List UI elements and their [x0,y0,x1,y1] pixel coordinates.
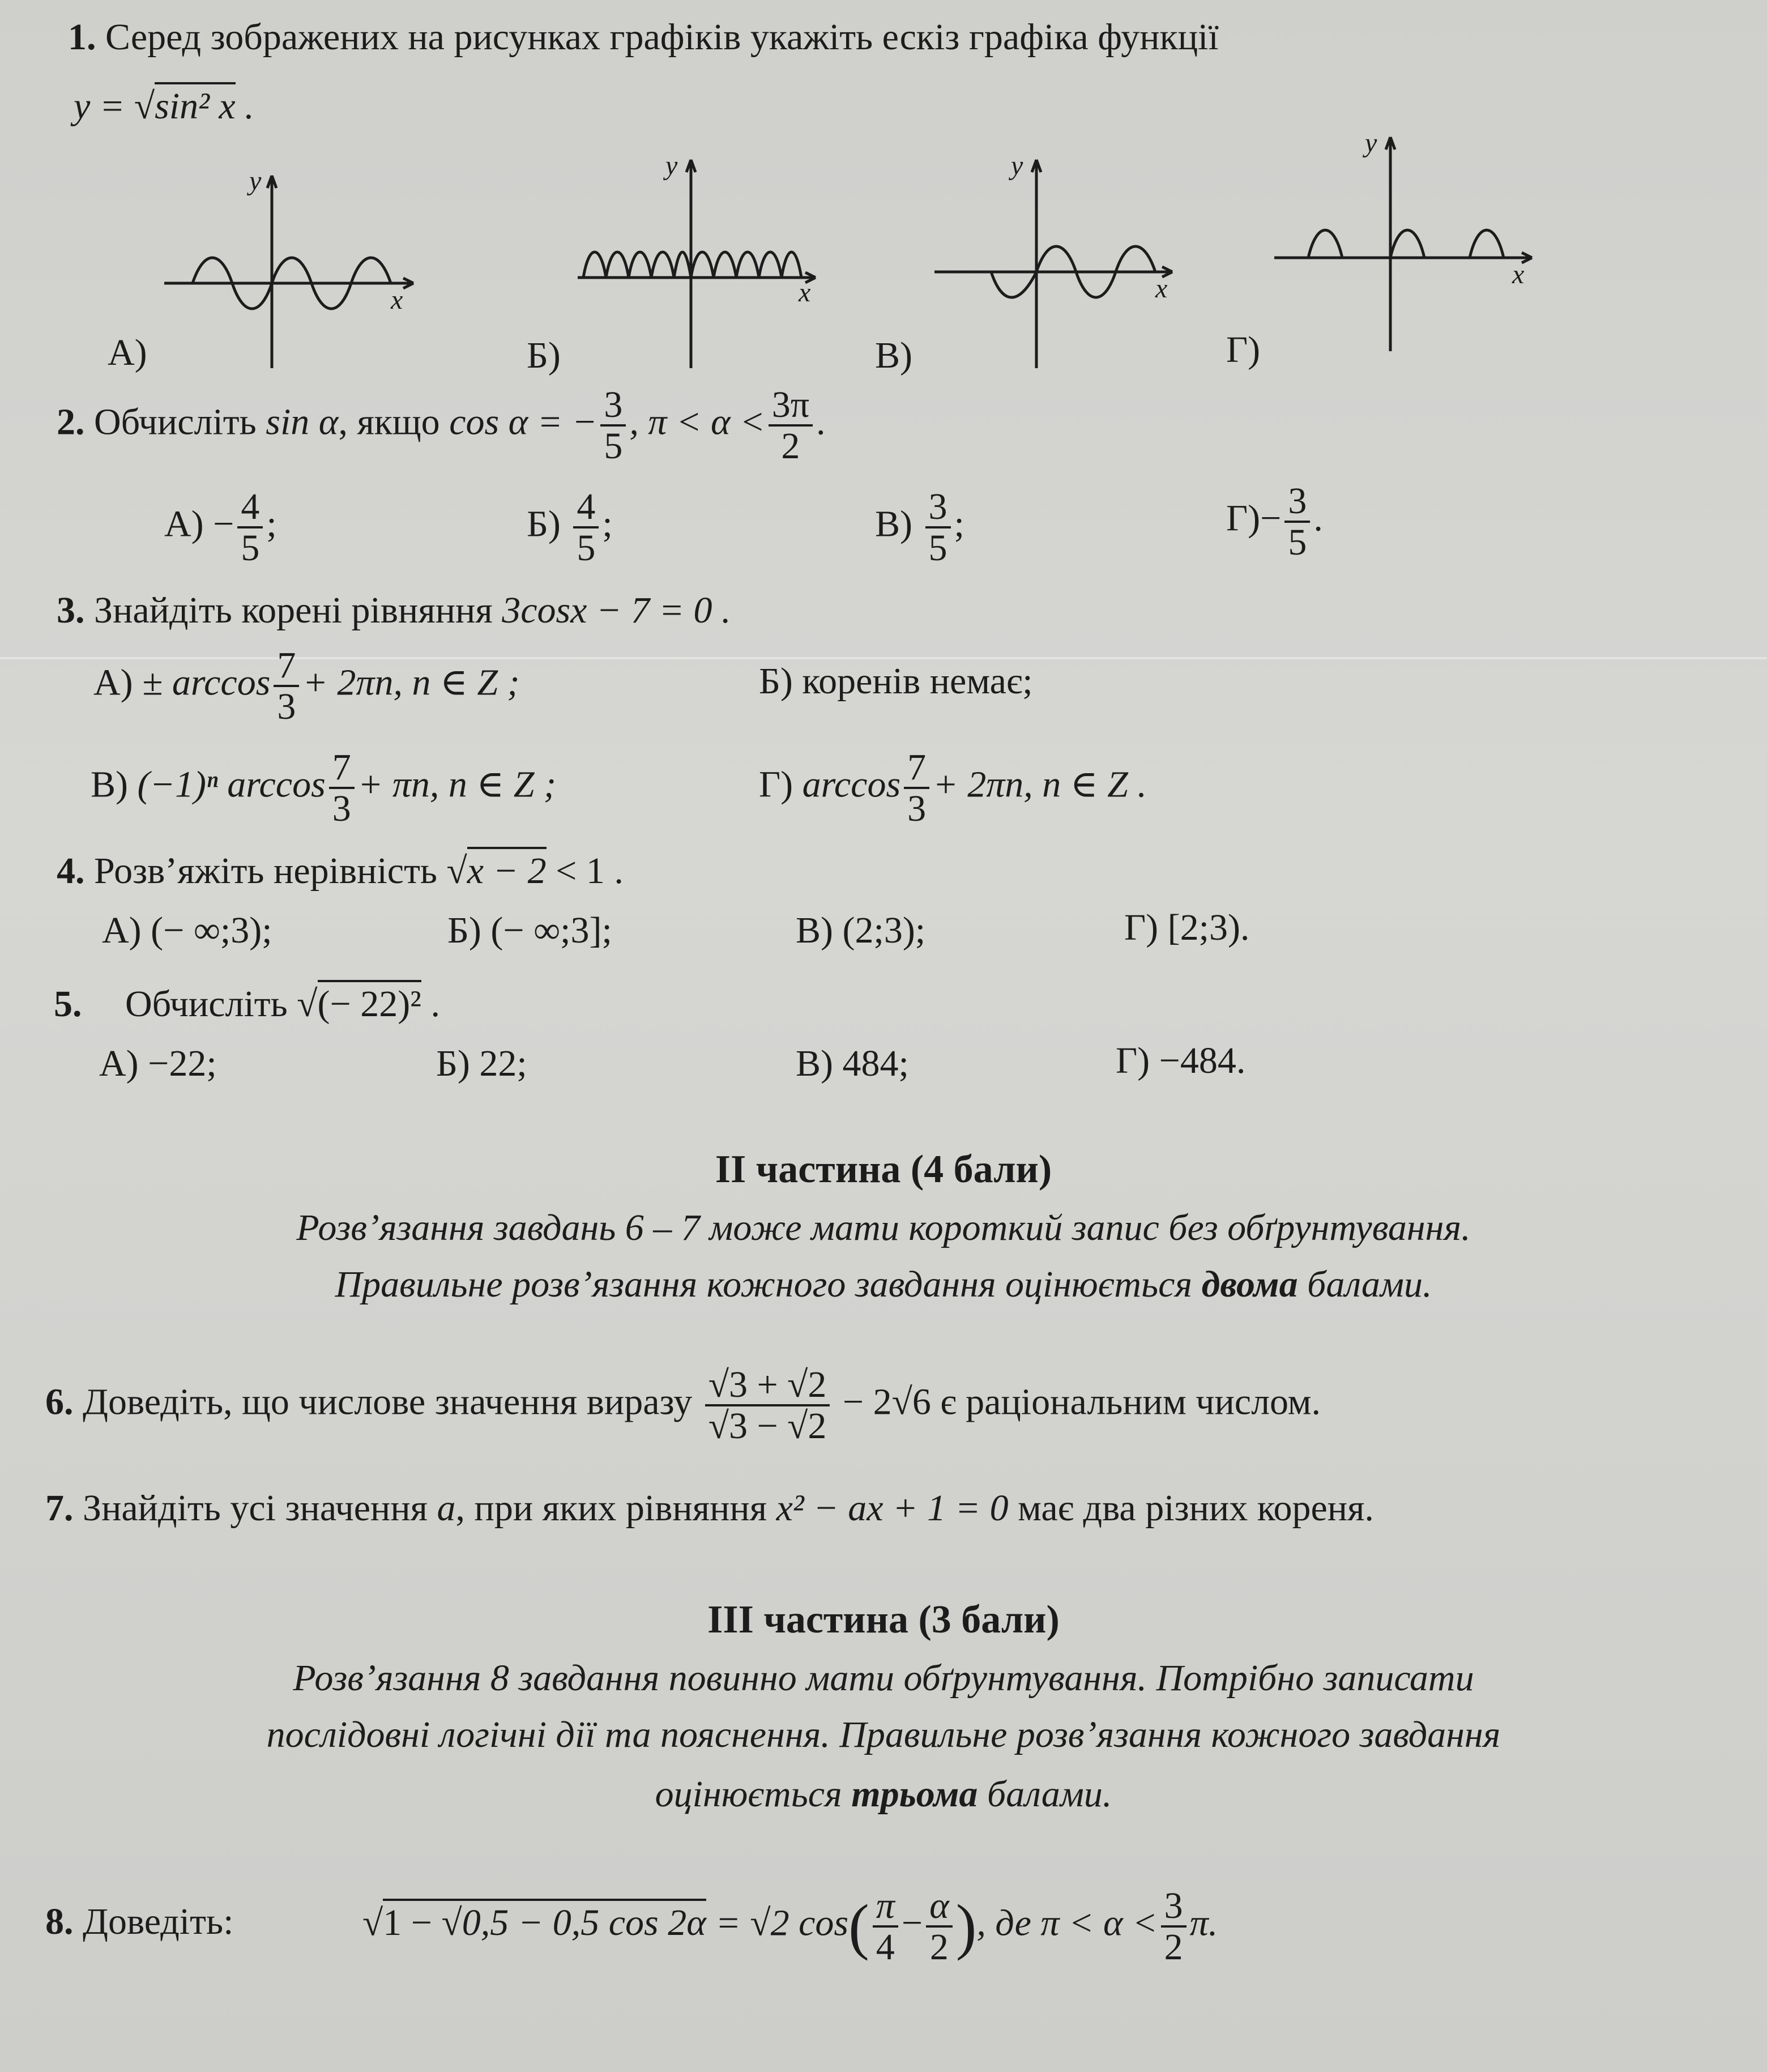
graph-d-y-label: y [1365,128,1377,158]
q3-option-c[interactable]: В) (−1)ⁿ arccos $\frac{7}{3}$ + πn, n ∈ Z ; [91,747,556,830]
q2-cond-end: . [816,401,826,443]
q5-radicand: (− 22)² [318,980,421,1025]
part-2-title: ІІ частина (4 бали) [715,1148,1052,1191]
graph-c-x-label: x [1155,274,1168,304]
q3-option-d[interactable]: Г) arccos $\frac{7}{3}$ + 2πn, n ∈ Z . [759,747,1147,830]
q5-end: . [421,983,440,1025]
q6-end: є раціональним числом. [940,1381,1321,1423]
q7-equation: x² − ax + 1 = 0 [776,1487,1009,1529]
q5-text: Обчисліть [125,983,297,1025]
q6-number: 6. [45,1381,74,1423]
part-2-line-2: Правильне розв’язання кожного завдання оцінюється двома балами. [335,1264,1432,1305]
question-8 [45,1900,233,1943]
q6-text: Доведіть, що числове значення виразу [83,1381,702,1423]
q1-text: Серед зображених на рисунках графіків укажіть ескіз графіка функції [105,16,1219,58]
q4-option-b[interactable]: Б) (− ∞;3]; [447,910,612,951]
graph-d-bump-3 [1470,230,1504,258]
graph-a-x-label: x [391,285,403,315]
graph-a [164,164,425,368]
q4-option-c[interactable]: В) (2;3); [796,910,926,951]
graph-c [934,153,1184,368]
question-5: 5. Обчисліть √(− 22)² . [54,983,440,1026]
q5-option-c[interactable]: В) 484; [796,1043,909,1084]
part-2-line-1: Розв’язання завдань 6 – 7 може мати короткий запис без обґрунтування. [296,1207,1471,1248]
q4-number: 4. [57,850,85,892]
question-3 [57,589,731,632]
q7-text-c: має два різних кореня. [1008,1487,1374,1529]
q6-mid: − 2√6 [833,1381,941,1423]
q3-option-b[interactable]: Б) коренів немає; [759,660,1033,702]
part-3-title: ІІІ частина (3 бали) [707,1598,1060,1642]
graph-d-bump-1 [1308,230,1342,258]
q6-fraction: $\frac{√3 + √2}{√3 - √2}$ [705,1365,830,1446]
q1-formula: y = √sin² x . [74,85,254,128]
part-3-line-3: оцінюється трьома балами. [655,1773,1112,1815]
q2-option-b[interactable]: Б) $\frac{4}{5}$ ; [527,486,613,569]
q5-number: 5. [54,983,82,1025]
q2-option-a[interactable]: А) − $\frac{4}{5}$ ; [164,486,277,569]
q2-text-b: , якщо [338,401,450,443]
q3-text: Знайдіть корені рівняння [94,590,502,631]
q2-option-d[interactable]: Г)− $\frac{3}{5}$ . [1226,480,1323,564]
graph-b-y-label: y [665,151,678,181]
q7-param: a [437,1487,456,1529]
q1-formula-radicand: sin² x [155,82,236,127]
q2-sin: sin α [266,401,339,443]
q8-number: 8. [45,1901,74,1942]
q7-number: 7. [45,1487,74,1529]
q1-option-d[interactable]: Г) [1226,329,1261,370]
q1-option-c[interactable]: В) [875,335,912,376]
question-7 [45,1487,1374,1530]
graph-b-x-label: x [799,278,811,308]
q8-text: Доведіть: [83,1901,234,1942]
q2-cond2-frac: $\frac{3\pi}{2}$ [769,385,813,466]
q2-number: 2. [57,401,85,443]
question-6 [45,1365,1321,1446]
graph-d [1274,130,1535,357]
q3-option-a[interactable]: А) ± arccos $\frac{7}{3}$ + 2πn, n ∈ Z ; [93,645,520,728]
q2-option-c[interactable]: В) $\frac{3}{5}$ ; [875,486,964,569]
q4-rhs: < 1 . [546,850,624,892]
graph-b [578,153,821,368]
q1-number: 1. [68,16,96,58]
graph-c-y-label: y [1011,151,1023,181]
q1-formula-end: . [235,86,254,127]
q3-equation: 3cosx − 7 = 0 . [502,590,731,631]
q4-radicand: x − 2 [467,847,547,892]
q4-text: Розв’яжіть нерівність [94,850,447,892]
q1-formula-lhs: y = [74,86,134,127]
q4-option-d[interactable]: Г) [2;3). [1124,907,1250,948]
q2-cond-frac: $\frac{3}{5}$ [600,385,626,466]
q5-option-b[interactable]: Б) 22; [436,1043,527,1084]
question-2 [57,385,826,466]
question-4: 4. Розв’яжіть нерівність √x − 2 < 1 . [57,850,624,893]
q3-number: 3. [57,590,85,631]
part-3-line-1: Розв’язання 8 завдання повинно мати обґрунтування. Потрібно записати [293,1657,1474,1699]
q5-option-a[interactable]: А) −22; [99,1043,217,1084]
q5-option-d[interactable]: Г) −484. [1116,1040,1246,1081]
part-3-line-2: послідовні логічні дії та пояснення. Правильне розв’язання кожного завдання [266,1714,1501,1755]
q1-option-b[interactable]: Б) [527,335,561,376]
q2-cond-b: , π < α < [629,401,765,443]
graph-a-y-label: y [249,166,262,196]
q7-text-b: , при яких рівняння [455,1487,776,1529]
q8-identity: √1 − √0,5 − 0,5 cos 2α = √2 cos( $\frac{\pi}{4}$ − $\frac{\alpha}{2}$ ), де π < α < $\frac{3}{2}$ π. [362,1885,1218,1968]
q2-cond-a: cos α = − [449,401,597,443]
question-1 [68,16,1219,59]
q4-option-a[interactable]: А) (− ∞;3); [102,910,272,951]
q1-option-a[interactable]: А) [108,332,147,373]
graph-d-bump-2 [1390,230,1424,258]
graph-d-x-label: x [1512,259,1525,289]
q7-text-a: Знайдіть усі значення [83,1487,437,1529]
q2-text-a: Обчисліть [94,401,266,443]
